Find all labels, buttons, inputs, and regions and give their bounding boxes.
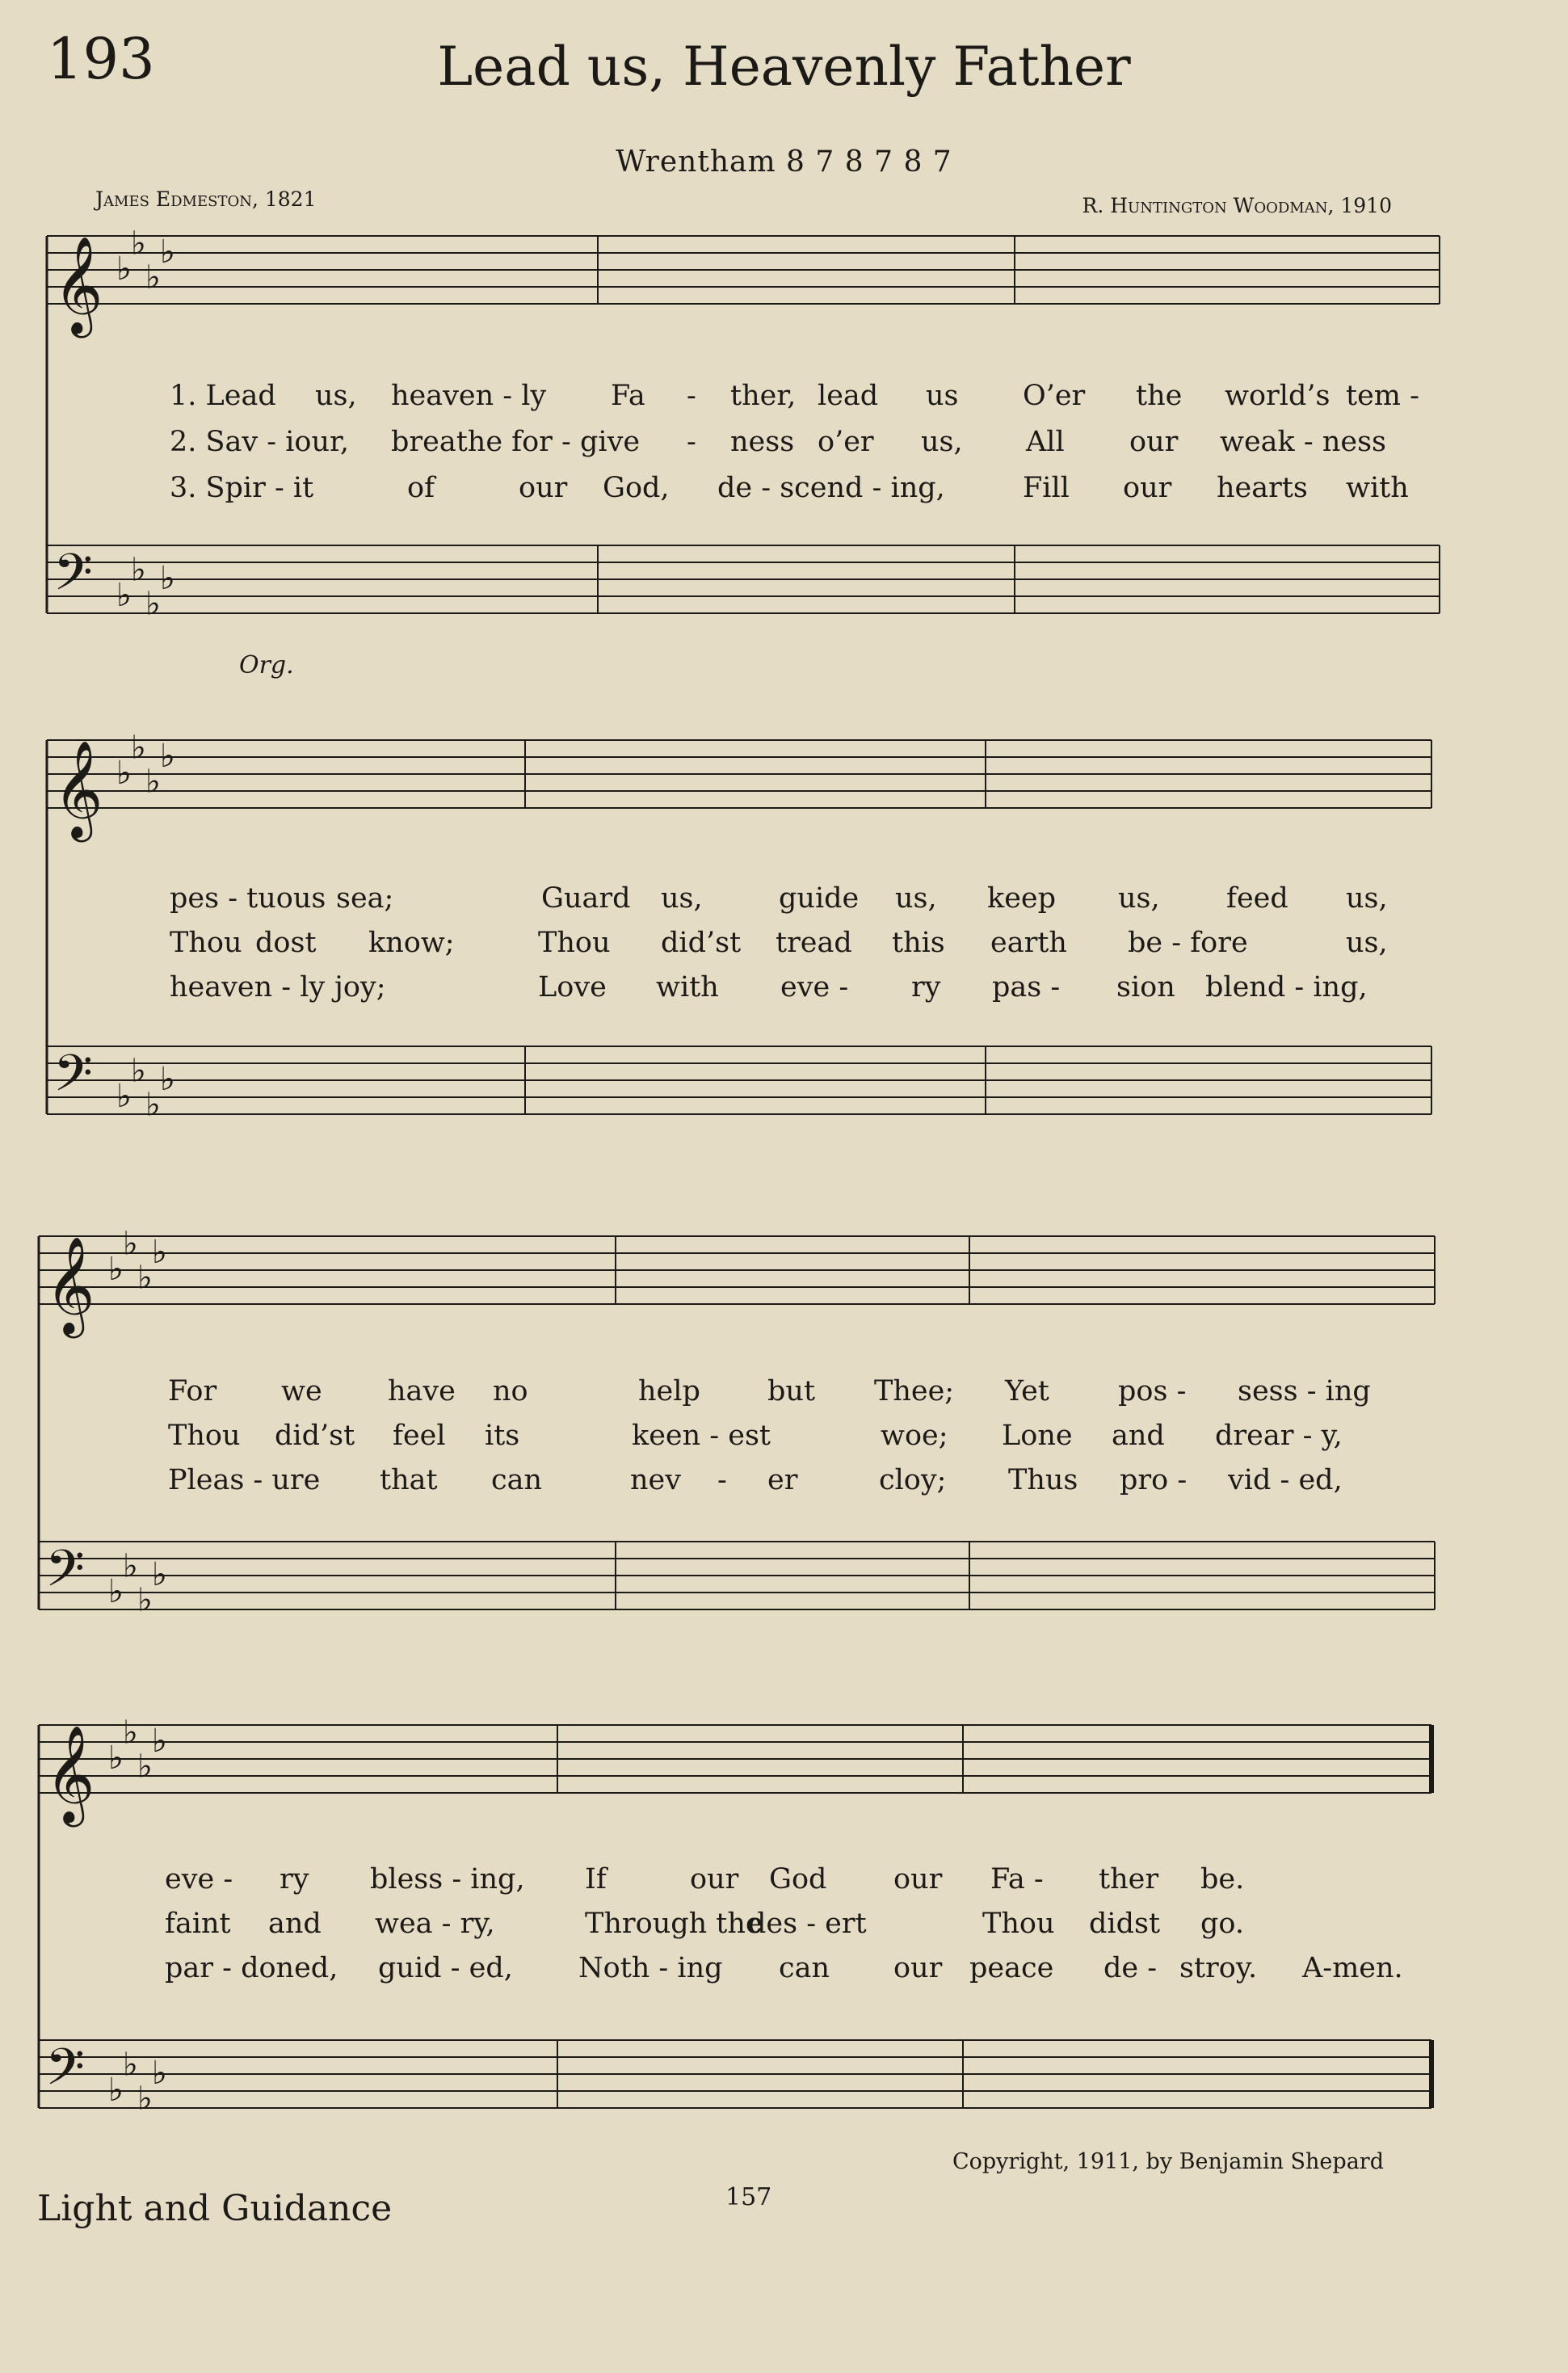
syllable: hearts: [1217, 472, 1308, 504]
syllable: keen - est: [632, 1420, 771, 1452]
syllable: heaven - ly: [170, 971, 326, 1003]
syllable: be - fore: [1128, 927, 1248, 959]
syllable: our: [1123, 472, 1172, 504]
flat-icon: ♭: [131, 225, 146, 263]
syllable: All: [1026, 426, 1065, 458]
syllable: did’st: [661, 927, 742, 959]
syllable: par - doned,: [165, 1952, 338, 1984]
syllable: blend - ing,: [1205, 971, 1368, 1003]
syllable: us,: [1118, 882, 1160, 915]
syllable: O’er: [1023, 380, 1086, 412]
syllable: earth: [990, 927, 1067, 959]
syllable: us: [926, 380, 959, 412]
syllable: Thou: [168, 1420, 241, 1452]
syllable: Thou: [538, 927, 611, 959]
flat-icon: ♭: [160, 1061, 175, 1098]
flat-icon: ♭: [108, 1740, 124, 1777]
syllable: Thou: [170, 927, 242, 959]
syllable: us,: [315, 380, 357, 412]
flat-icon: ♭: [160, 234, 175, 271]
flat-icon: ♭: [108, 1573, 124, 1610]
syllable: -: [717, 1464, 727, 1496]
syllable: tread: [776, 927, 852, 959]
syllable: God: [769, 1863, 827, 1895]
page-number: 157: [725, 2183, 772, 2211]
syllable: heaven - ly: [391, 380, 547, 412]
syllable: Thee;: [874, 1375, 955, 1407]
syllable: ness: [730, 426, 795, 458]
flat-icon: ♭: [116, 1078, 132, 1115]
syllable: us,: [1346, 927, 1388, 959]
syllable: peace: [969, 1952, 1054, 1984]
syllable: feel: [393, 1420, 446, 1452]
flat-icon: ♭: [152, 1234, 167, 1271]
syllable: the: [1136, 380, 1183, 412]
syllable: stroy.: [1179, 1952, 1258, 1984]
syllable: lead: [818, 380, 879, 412]
bass-clef-icon: 𝄢: [53, 1043, 93, 1115]
flat-icon: ♭: [123, 1714, 138, 1752]
syllable: go.: [1200, 1908, 1244, 1940]
syllable: God,: [603, 472, 670, 504]
flat-icon: ♭: [137, 1748, 153, 1786]
syllable: world’s: [1225, 380, 1330, 412]
flat-icon: ♭: [137, 1581, 153, 1619]
syllable: woe;: [881, 1420, 948, 1452]
flat-icon: ♭: [123, 1547, 138, 1585]
syllable: be.: [1200, 1863, 1245, 1895]
syllable: feed: [1226, 882, 1288, 915]
flat-icon: ♭: [152, 1723, 167, 1760]
syllable: didst: [1089, 1908, 1161, 1940]
flat-icon: ♭: [131, 551, 146, 589]
flat-icon: ♭: [131, 1052, 146, 1090]
syllable: If: [585, 1863, 607, 1895]
syllable: cloy;: [879, 1464, 947, 1496]
treble-clef-icon: 𝄞: [53, 235, 103, 334]
syllable: vid - ed,: [1228, 1464, 1343, 1496]
treble-clef-icon: 𝄞: [45, 1724, 95, 1823]
syllable: us,: [921, 426, 963, 458]
syllable: our: [893, 1952, 943, 1984]
syllable: de -: [1103, 1952, 1158, 1984]
syllable: drear - y,: [1215, 1420, 1343, 1452]
syllable: Fa -: [990, 1863, 1044, 1895]
bass-clef-icon: 𝄢: [45, 2037, 85, 2109]
syllable: our: [519, 472, 568, 504]
syllable: pes - tuous: [170, 882, 326, 915]
syllable: Lone: [1002, 1420, 1073, 1452]
hymn-title: Lead us, Heavenly Father: [437, 36, 1131, 98]
flat-icon: ♭: [152, 1556, 167, 1593]
composer-credit: R. Huntington Woodman, 1910: [1082, 194, 1392, 217]
syllable: eve -: [780, 971, 849, 1003]
syllable: this: [892, 927, 945, 959]
syllable: 2. Sav - iour,: [170, 426, 350, 458]
flat-icon: ♭: [137, 1259, 153, 1297]
syllable: our: [893, 1863, 943, 1895]
syllable: of: [407, 472, 435, 504]
syllable: pro -: [1120, 1464, 1188, 1496]
syllable: wea - ry,: [375, 1908, 495, 1940]
treble-clef-icon: 𝄞: [53, 739, 103, 838]
syllable: Fill: [1023, 472, 1070, 504]
syllable: sess - ing: [1238, 1375, 1371, 1407]
syllable: us,: [1346, 882, 1388, 915]
syllable: did’st: [275, 1420, 355, 1452]
flat-icon: ♭: [116, 577, 132, 614]
syllable: Thou: [982, 1908, 1055, 1940]
syllable: eve -: [165, 1863, 233, 1895]
syllable: nev: [630, 1464, 682, 1496]
flat-icon: ♭: [160, 738, 175, 775]
flat-icon: ♭: [145, 763, 161, 801]
syllable: des - ert: [748, 1908, 867, 1940]
syllable: Noth - ing: [578, 1952, 723, 1984]
flat-icon: ♭: [123, 1225, 138, 1263]
syllable: help: [638, 1375, 700, 1407]
syllable: know;: [368, 927, 455, 959]
syllable: can: [491, 1464, 543, 1496]
syllable: er: [767, 1464, 798, 1496]
syllable: pos -: [1118, 1375, 1187, 1407]
syllable: Through the: [585, 1908, 763, 1940]
syllable: Fa: [611, 380, 645, 412]
syllable: have: [388, 1375, 456, 1407]
syllable: 1. Lead: [170, 380, 276, 412]
syllable: Pleas - ure: [168, 1464, 321, 1496]
syllable: can: [779, 1952, 830, 1984]
flat-icon: ♭: [145, 585, 161, 623]
syllable: pas -: [992, 971, 1061, 1003]
syllable: Love: [538, 971, 607, 1003]
flat-icon: ♭: [160, 560, 175, 597]
flat-icon: ♭: [152, 2055, 167, 2092]
syllable: and: [1112, 1420, 1165, 1452]
flat-icon: ♭: [116, 755, 132, 792]
syllable: guid - ed,: [378, 1952, 513, 1984]
syllable: A-men.: [1302, 1952, 1403, 1984]
flat-icon: ♭: [123, 2046, 138, 2084]
syllable: ther,: [730, 380, 797, 412]
syllable: no: [493, 1375, 528, 1407]
hymn-number: 193: [47, 26, 155, 92]
syllable: sion: [1116, 971, 1175, 1003]
flat-icon: ♭: [145, 1086, 161, 1124]
syllable: our: [1129, 426, 1179, 458]
syllable: and: [268, 1908, 322, 1940]
flat-icon: ♭: [116, 250, 132, 288]
syllable: guide: [779, 882, 860, 915]
syllable: de - scend - ing,: [717, 472, 945, 504]
syllable: with: [1346, 472, 1409, 504]
syllable: joy;: [334, 971, 386, 1003]
syllable: Guard: [541, 882, 631, 915]
flat-icon: ♭: [108, 2072, 124, 2109]
syllable: -: [687, 426, 696, 458]
syllable: Yet: [1005, 1375, 1049, 1407]
syllable: Thus: [1008, 1464, 1078, 1496]
author-credit: James Edmeston, 1821: [95, 187, 317, 211]
tune-name-meter: Wrentham 8 7 8 7 8 7: [616, 145, 952, 179]
syllable: sea;: [336, 882, 394, 915]
copyright-notice: Copyright, 1911, by Benjamin Shepard: [952, 2149, 1384, 2174]
syllable: us,: [895, 882, 937, 915]
syllable: ther: [1099, 1863, 1159, 1895]
syllable: its: [485, 1420, 520, 1452]
treble-clef-icon: 𝄞: [45, 1235, 95, 1334]
syllable: ry: [280, 1863, 309, 1895]
syllable: our: [690, 1863, 739, 1895]
syllable: dost: [255, 927, 317, 959]
syllable: For: [168, 1375, 217, 1407]
syllable: ry: [911, 971, 941, 1003]
syllable: 3. Spir - it: [170, 472, 314, 504]
organ-marking: Org.: [239, 651, 294, 680]
syllable: that: [380, 1464, 438, 1496]
flat-icon: ♭: [131, 729, 146, 767]
syllable: weak - ness: [1220, 426, 1387, 458]
syllable: breathe for - give: [391, 426, 641, 458]
section-name: Light and Guidance: [37, 2188, 393, 2229]
flat-icon: ♭: [108, 1251, 124, 1288]
syllable: we: [281, 1375, 322, 1407]
syllable: with: [656, 971, 719, 1003]
syllable: keep: [987, 882, 1057, 915]
flat-icon: ♭: [137, 2080, 153, 2118]
syllable: faint: [165, 1908, 231, 1940]
syllable: o’er: [818, 426, 874, 458]
flat-icon: ♭: [145, 259, 161, 297]
bass-clef-icon: 𝄢: [53, 542, 93, 614]
syllable: but: [767, 1375, 816, 1407]
syllable: tem -: [1346, 380, 1419, 412]
syllable: -: [687, 380, 696, 412]
syllable: us,: [661, 882, 703, 915]
bass-clef-icon: 𝄢: [45, 1538, 85, 1610]
syllable: bless - ing,: [370, 1863, 525, 1895]
